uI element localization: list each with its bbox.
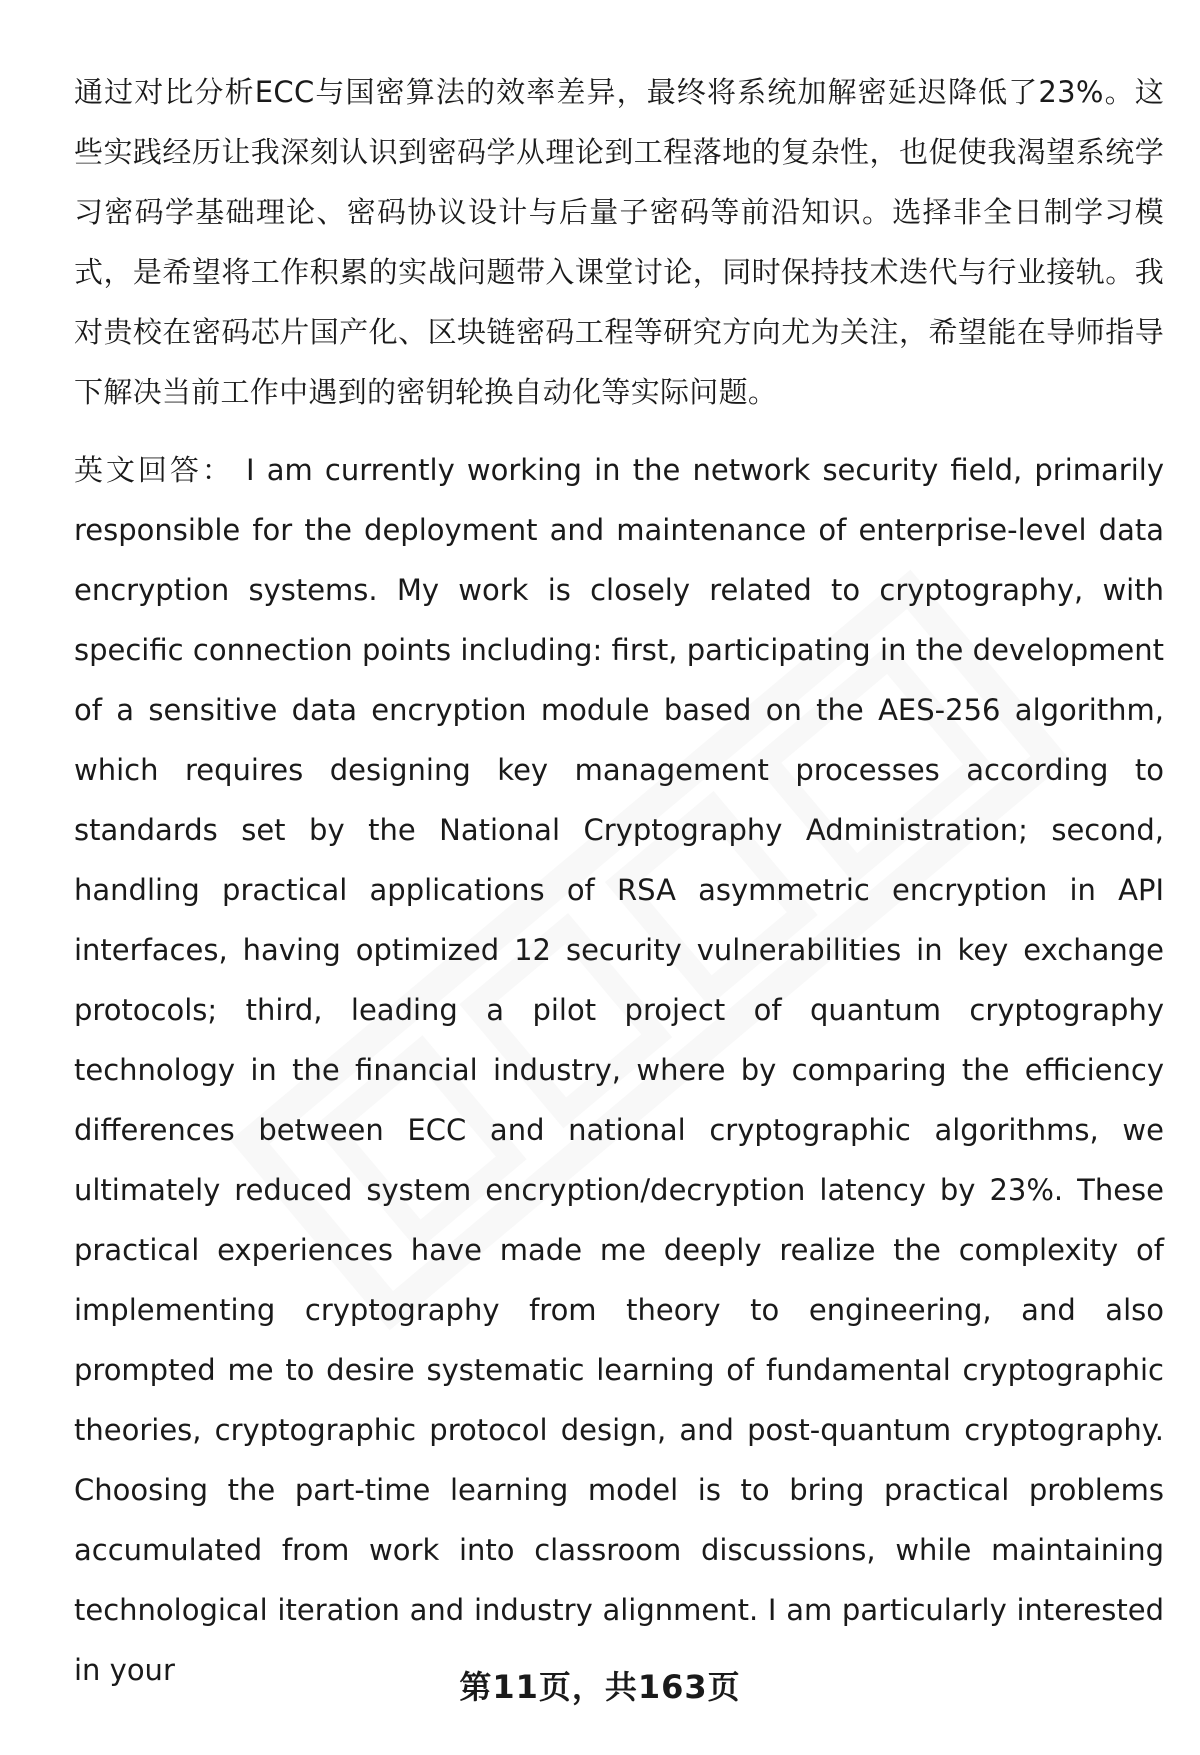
- chinese-answer-paragraph: 通过对比分析ECC与国密算法的效率差异，最终将系统加解密延迟降低了23%。这些实践经历让我深刻认识到密码学从理论到工程落地的复杂性，也促使我渴望系统学习密码学基础理论、密码协议设计与后量子密码等前沿知识。选择非全日制学习模式，是希望将工作积累的实战问题带入课堂讨论，同时保持技术迭代与行业接轨。我对贵校在密码芯片国产化、区块链密码工程等研究方向尤为关注，希望能在导师指导下解决当前工作中遇到的密钥轮换自动化等实际问题。: [74, 75, 1164, 409]
- page-number-footer: 第11页，共163页: [459, 1668, 741, 1706]
- english-answer-label: 英文回答：: [74, 453, 234, 487]
- english-answer-paragraph: [74, 440, 1164, 1700]
- english-answer-text: I am currently working in the network security field, primarily responsible for the deployment and maintenance of enterprise-level data encryption systems. My work is closely related to cryptography, with specific connection points including: first, participating in the development of a sensitive data encryption module based on the AES-256 algorithm, which requires designing key management processes according to standards set by the National Cryptography Administration; second, handling practical applications of RSA asymmetric encryption in API interfaces, having optimized 12 security vulnerabilities in key exchange protocols; third, leading a pilot project of quantum cryptography technology in the financial industry, where by comparing the efficiency differences between ECC and national cryptographic algorithms, we ultimately reduced system encryption/decryption latency by 23%. These practical experiences have made me deeply realize the complexity of implementing cryptography from theory to engineering, and also prompted me to desire systematic learning of fundamental cryptographic theories, cryptographic protocol design, and post-quantum cryptography. Choosing the part-time learning model is to bring practical problems accumulated from work into classroom discussions, while maintaining technological iteration and industry alignment. I am particularly interested in your: [74, 453, 1164, 1687]
- document-body: [74, 62, 1164, 1700]
